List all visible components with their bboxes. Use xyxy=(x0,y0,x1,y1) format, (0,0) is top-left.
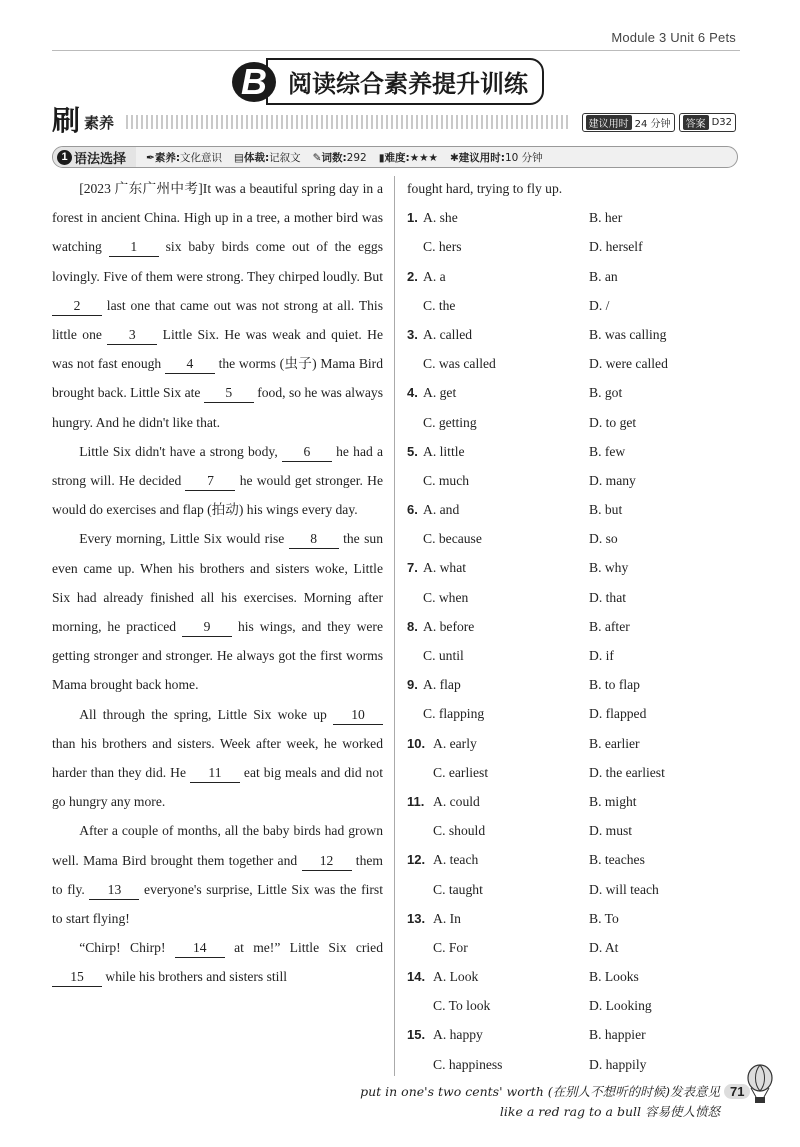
option-a: A. and xyxy=(423,502,460,518)
section-bar xyxy=(52,104,736,137)
option-d: D. Looking xyxy=(589,998,652,1014)
option-d: D. flapped xyxy=(589,706,647,722)
option-b: B. To xyxy=(589,910,619,926)
exercise-title: 1 语法选择 xyxy=(53,147,136,167)
question-number: 4. xyxy=(407,385,418,401)
option-b: B. but xyxy=(589,502,623,518)
question-row-second xyxy=(407,641,747,670)
option-d: D. to get xyxy=(589,414,637,430)
stripe-decoration xyxy=(126,115,568,129)
question-number: 3. xyxy=(407,326,418,342)
idiom-line-1: put in one's two cents' worth (在别人不想听的时候)发表意见 xyxy=(360,1084,720,1099)
option-b: B. got xyxy=(589,385,623,401)
question-number: 10. xyxy=(407,735,426,751)
option-a: A. little xyxy=(423,443,465,459)
option-a: A. called xyxy=(423,326,473,342)
option-d: D. so xyxy=(589,531,618,547)
option-d: D. At xyxy=(589,939,619,955)
option-d: D. happily xyxy=(589,1056,647,1072)
blank-4: 4 xyxy=(165,355,215,374)
section-banner xyxy=(232,58,544,105)
option-d: D. many xyxy=(589,472,636,488)
info-literacy: ✒素养:文化意识 xyxy=(146,151,223,164)
question-row-second xyxy=(407,1050,747,1079)
question-row-second xyxy=(407,758,747,787)
option-a: A. teach xyxy=(433,852,479,868)
option-b: B. Looks xyxy=(589,969,639,985)
question-number: 11. xyxy=(407,793,425,809)
blank-7: 7 xyxy=(185,472,235,491)
question-row-second xyxy=(407,933,747,962)
option-b: B. her xyxy=(589,210,623,226)
option-b: B. was calling xyxy=(589,326,667,342)
info-genre: ▤体裁:记叙文 xyxy=(234,151,301,164)
option-b: B. happier xyxy=(589,1027,646,1043)
blank-9: 9 xyxy=(182,618,232,637)
info-words: ✎词数:292 xyxy=(312,151,367,164)
option-b: B. after xyxy=(589,618,630,634)
passage-continuation: fought hard, trying to fly up. xyxy=(407,181,563,196)
shua-mark: 刷 xyxy=(52,104,81,137)
option-c: C. flapping xyxy=(423,706,485,722)
question-number: 6. xyxy=(407,502,418,518)
option-b: B. to flap xyxy=(589,677,640,693)
blank-14: 14 xyxy=(175,939,225,958)
option-d: D. herself xyxy=(589,239,643,255)
blank-3: 3 xyxy=(107,326,157,345)
section-title: 素养 xyxy=(84,113,115,132)
option-a: A. could xyxy=(433,793,480,809)
question-number: 7. xyxy=(407,560,418,576)
time-tag: 建议用时 24 分钟 xyxy=(582,113,675,132)
option-c: C. hers xyxy=(423,239,462,255)
right-column xyxy=(407,174,747,1079)
option-d: D. that xyxy=(589,589,626,605)
question-row-second xyxy=(407,583,747,612)
question-row xyxy=(407,203,747,232)
question-row xyxy=(407,320,747,349)
option-a: A. early xyxy=(433,735,477,751)
option-c: C. should xyxy=(433,823,486,839)
blank-13: 13 xyxy=(89,881,139,900)
option-d: D. were called xyxy=(589,356,668,372)
hot-air-balloon-icon xyxy=(744,1064,776,1106)
question-number: 13. xyxy=(407,910,426,926)
idiom-footer xyxy=(360,1082,720,1122)
option-a: A. before xyxy=(423,618,475,634)
blank-2: 2 xyxy=(52,297,102,316)
question-row-second xyxy=(407,816,747,845)
option-c: C. getting xyxy=(423,414,477,430)
exercise-info-bar xyxy=(52,146,738,168)
option-b: B. why xyxy=(589,560,629,576)
question-row xyxy=(407,904,747,933)
option-c: C. taught xyxy=(433,881,483,897)
question-row-second xyxy=(407,349,747,378)
idiom-line-2: like a red rag to a bull 容易使人愤怒 xyxy=(499,1104,720,1119)
blank-12: 12 xyxy=(302,852,352,871)
blank-11: 11 xyxy=(190,764,240,783)
question-row-second xyxy=(407,408,747,437)
option-d: D. if xyxy=(589,648,614,664)
option-c: C. the xyxy=(423,297,456,313)
option-b: B. teaches xyxy=(589,852,645,868)
blank-6: 6 xyxy=(282,443,332,462)
paragraph-1: [2023 广东广州中考]It was a beautiful spring day in a forest in ancient China. High up in a tree, a mother bird was watching 1 six baby birds come out of the eggs lovingly. Five of them were strong. They chirped loudly. But 2 last one that came out was not strong at all. This little one 3 Little Six. He was weak and quiet. He was not fast enough 4 the worms (虫子) Mama Bird brought back. Little Six ate 5 food, so he was always hungry. And he didn't like that. xyxy=(52,181,383,430)
question-number: 2. xyxy=(407,268,418,284)
paragraph-4: All through the spring, Little Six woke up 10 than his brothers and sisters. Week after week, he worked harder than they did. He 11 eat big meals and did not go hungry any more. xyxy=(52,706,384,810)
option-d: D. the earliest xyxy=(589,764,665,780)
blank-5: 5 xyxy=(204,384,254,403)
option-c: C. earliest xyxy=(433,764,489,780)
question-row-second xyxy=(407,232,747,261)
option-a: A. In xyxy=(433,910,461,926)
info-time: ✱建议用时:10 分钟 xyxy=(449,151,543,164)
question-row xyxy=(407,378,747,407)
exercise-number: 1 xyxy=(57,150,72,165)
paragraph-3: Every morning, Little Six would rise 8 the sun even came up. When his brothers and sisters woke, Little Six had already finished all his exercises. Morning after morning, he practiced 9 his wings, and they were getting stronger and stronger. He always got the first worms Mama brought back home. xyxy=(52,531,383,693)
module-label: Module 3 Unit 6 Pets xyxy=(611,30,736,45)
banner-letter: B xyxy=(232,62,276,102)
question-row-second xyxy=(407,991,747,1020)
option-b: B. might xyxy=(589,793,637,809)
blank-15: 15 xyxy=(52,968,102,987)
option-a: A. a xyxy=(423,268,446,284)
option-a: A. get xyxy=(423,385,457,401)
page-number: 71 xyxy=(724,1084,750,1099)
question-row xyxy=(407,437,747,466)
option-b: B. few xyxy=(589,443,626,459)
option-a: A. what xyxy=(423,560,467,576)
option-c: C. For xyxy=(433,939,468,955)
blank-8: 8 xyxy=(289,530,339,549)
blank-1: 1 xyxy=(109,238,159,257)
question-number: 15. xyxy=(407,1027,426,1043)
option-d: D. / xyxy=(589,297,610,313)
option-d: D. must xyxy=(589,823,633,839)
option-c: C. much xyxy=(423,472,470,488)
question-row-second xyxy=(407,291,747,320)
option-a: A. flap xyxy=(423,677,461,693)
reading-passage xyxy=(52,174,383,992)
question-row-second xyxy=(407,466,747,495)
option-c: C. until xyxy=(423,648,464,664)
paragraph-5: After a couple of months, all the baby birds had grown well. Mama Bird brought them together and 12 them to fly. 13 everyone's surprise, Little Six was the first to start flying! xyxy=(52,823,383,927)
question-row-second xyxy=(407,524,747,553)
option-d: D. will teach xyxy=(589,881,659,897)
option-c: C. happiness xyxy=(433,1056,503,1072)
question-row xyxy=(407,670,747,699)
question-number: 8. xyxy=(407,618,418,634)
question-row xyxy=(407,612,747,641)
option-c: C. To look xyxy=(433,998,491,1014)
option-b: B. earlier xyxy=(589,735,640,751)
option-a: A. she xyxy=(423,210,458,226)
question-number: 1. xyxy=(407,210,418,226)
option-a: A. Look xyxy=(433,969,479,985)
question-number: 14. xyxy=(407,969,426,985)
option-a: A. happy xyxy=(433,1027,483,1043)
question-row xyxy=(407,962,747,991)
info-difficulty: ▮难度:★★★ xyxy=(378,151,438,164)
question-row-second xyxy=(407,699,747,728)
header-rule xyxy=(52,50,740,51)
option-b: B. an xyxy=(589,268,618,284)
banner-title: 阅读综合素养提升训练 xyxy=(266,58,544,105)
answer-tag: 答案 D32 xyxy=(679,113,736,132)
question-row xyxy=(407,495,747,524)
question-row xyxy=(407,553,747,582)
paragraph-6: “Chirp! Chirp! 14 at me!” Little Six cried 15 while his brothers and sisters still xyxy=(52,933,383,991)
option-c: C. because xyxy=(423,531,482,547)
question-row xyxy=(407,1020,747,1049)
question-number: 12. xyxy=(407,852,426,868)
question-number: 9. xyxy=(407,677,418,693)
question-row xyxy=(407,787,747,816)
options-list xyxy=(407,203,747,1079)
question-row xyxy=(407,262,747,291)
blank-10: 10 xyxy=(333,706,383,725)
option-c: C. was called xyxy=(423,356,496,372)
paragraph-2: Little Six didn't have a strong body, 6 he had a strong will. He decided 7 he would get stronger. He would do exercises and flap (拍动) his wings every day. xyxy=(52,443,383,518)
question-row xyxy=(407,729,747,758)
question-number: 5. xyxy=(407,443,418,459)
column-divider xyxy=(394,176,395,1076)
option-c: C. when xyxy=(423,589,469,605)
question-row xyxy=(407,845,747,874)
question-row-second xyxy=(407,875,747,904)
